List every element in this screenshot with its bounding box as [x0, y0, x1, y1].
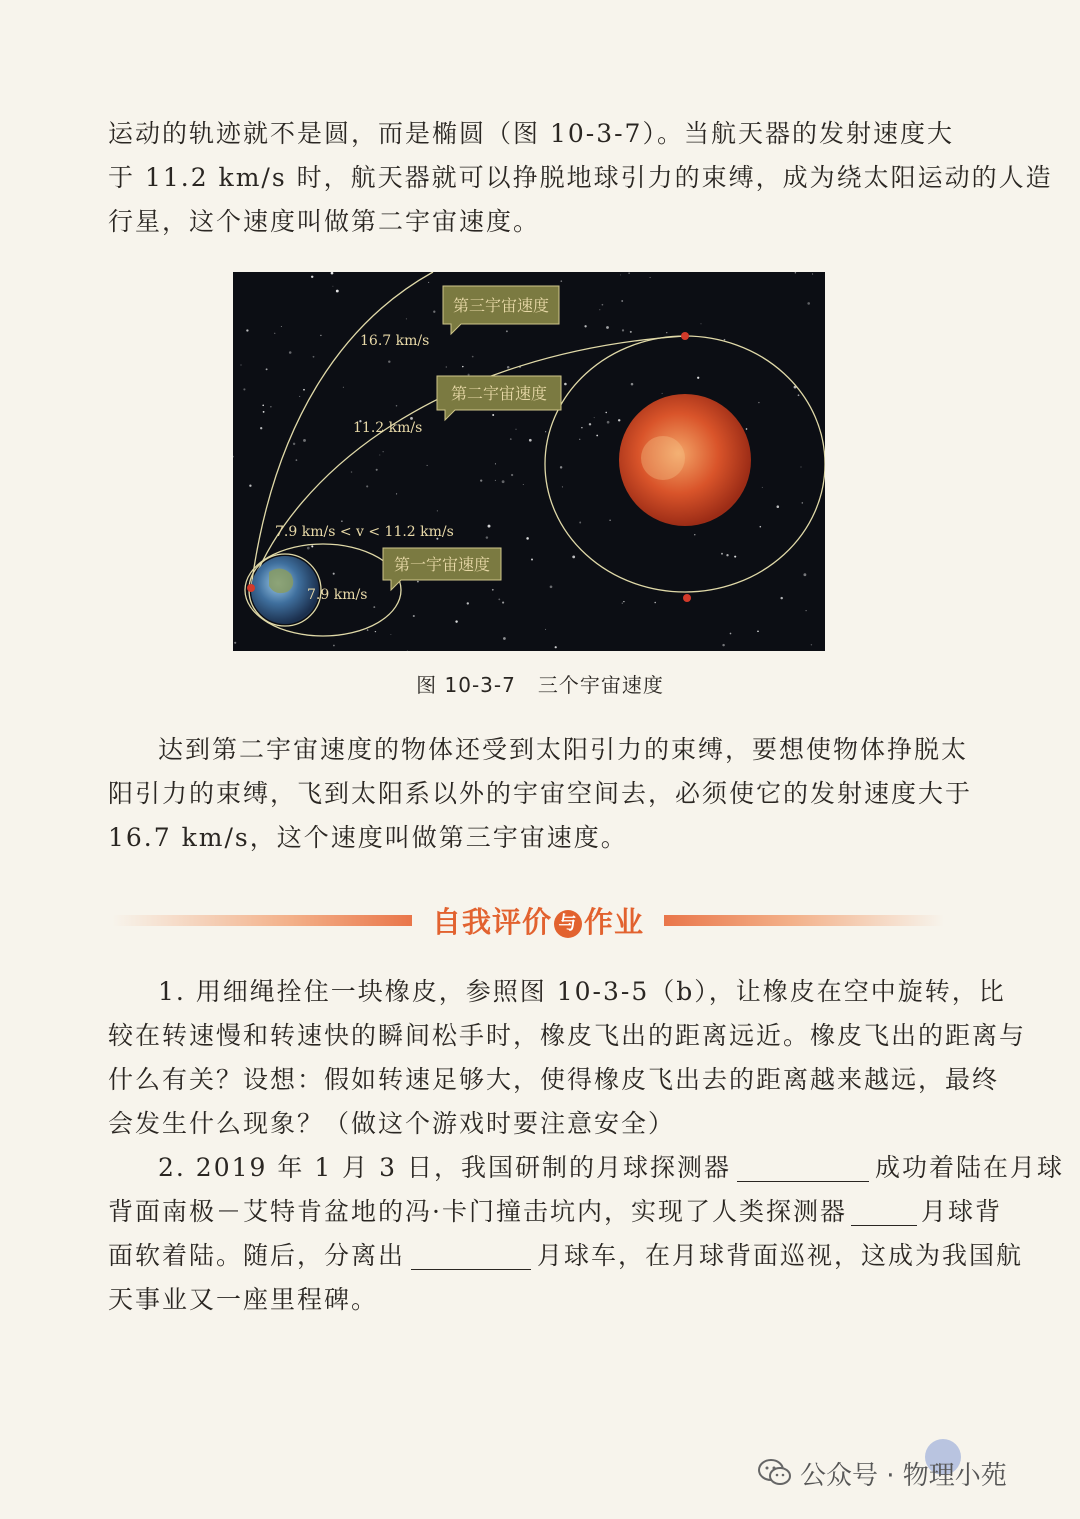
star	[579, 522, 581, 524]
star	[367, 629, 369, 631]
star	[596, 435, 598, 437]
star	[468, 374, 470, 376]
star	[376, 469, 378, 471]
star	[511, 474, 513, 476]
star	[555, 646, 557, 648]
caption-title: 三个宇宙速度	[537, 673, 664, 697]
star	[801, 467, 802, 468]
second-speed-label: 第二宇宙速度	[450, 384, 548, 403]
star	[777, 505, 780, 508]
star	[803, 573, 806, 576]
star	[529, 439, 532, 442]
star	[375, 631, 376, 632]
star	[246, 329, 248, 331]
star	[618, 419, 620, 421]
header-bar-right	[664, 915, 944, 926]
star	[467, 602, 469, 604]
star	[388, 360, 390, 362]
watermark	[758, 1455, 1007, 1495]
first-speed-value: 7.9 km/s	[307, 587, 368, 603]
figure-illustration	[233, 272, 825, 651]
star	[320, 335, 321, 336]
star	[572, 556, 575, 559]
star	[303, 439, 306, 442]
text-line: 行星，这个速度叫做第二宇宙速度。	[108, 207, 541, 236]
section-title-part1: 自我评价	[431, 905, 552, 939]
text-fragment: 面软着陆。随后，分离出	[108, 1241, 406, 1270]
answer-blank-probe[interactable]	[737, 1153, 869, 1182]
star	[262, 405, 264, 407]
star	[734, 556, 736, 558]
star	[428, 282, 429, 283]
launch-point-marker	[247, 584, 255, 592]
star	[472, 356, 474, 358]
star	[492, 589, 494, 591]
star	[260, 427, 262, 429]
star	[502, 480, 505, 483]
star	[503, 637, 506, 640]
text-line: 运动的轨迹就不是圆，而是椭圆（图 10-3-7）。当航天器的发射速度大	[108, 119, 954, 148]
text-fragment: 月球车，在月球背面巡视，这成为我国航	[537, 1241, 1024, 1270]
star	[654, 602, 656, 604]
star	[396, 493, 397, 494]
star	[495, 480, 496, 481]
star	[455, 620, 457, 622]
star	[526, 537, 529, 540]
star	[807, 302, 810, 305]
star	[299, 396, 300, 397]
text-line	[108, 1234, 1024, 1278]
star	[666, 332, 667, 333]
sun	[619, 394, 751, 526]
star	[516, 429, 517, 430]
star	[433, 311, 435, 313]
text-line: 阳引力的束缚，飞到太阳系以外的宇宙空间去，必须使它的发射速度大于	[108, 779, 973, 808]
section-header	[112, 898, 944, 946]
star	[589, 423, 591, 425]
star	[313, 356, 315, 358]
star	[406, 318, 407, 319]
third-speed-value: 16.7 km/s	[360, 333, 430, 349]
star	[798, 394, 800, 396]
star	[343, 387, 344, 388]
star	[594, 417, 595, 418]
star	[437, 510, 438, 511]
star	[621, 300, 623, 302]
star	[584, 325, 586, 327]
question-1	[108, 970, 1027, 1146]
section-title-part2: 作业	[584, 905, 645, 939]
star	[802, 502, 804, 504]
star	[274, 333, 275, 334]
star	[263, 411, 265, 413]
star	[336, 290, 339, 293]
star	[780, 597, 782, 599]
star	[266, 368, 268, 370]
star	[341, 521, 342, 522]
star	[488, 525, 491, 528]
orbit-marker-bottom	[683, 594, 691, 602]
star	[233, 456, 234, 458]
star	[270, 406, 271, 407]
star	[510, 438, 512, 440]
text-line: 天事业又一座里程碑。	[108, 1285, 379, 1314]
star	[579, 439, 580, 440]
star	[486, 536, 488, 538]
connector-badge: 与	[554, 910, 582, 938]
star	[373, 606, 375, 608]
star	[758, 402, 759, 403]
star	[293, 443, 295, 445]
star	[622, 603, 623, 604]
first-speed-label: 第一宇宙速度	[393, 555, 491, 574]
star	[628, 272, 629, 273]
star	[311, 276, 313, 278]
star	[605, 412, 606, 413]
star	[795, 272, 797, 273]
star	[623, 601, 624, 602]
star	[562, 486, 563, 487]
star	[700, 323, 701, 324]
star	[760, 526, 762, 528]
star	[351, 471, 353, 473]
text-fragment: 月球背	[920, 1197, 1002, 1226]
star	[331, 272, 334, 274]
star	[607, 421, 610, 424]
star	[762, 487, 763, 488]
star	[462, 366, 463, 367]
star	[332, 286, 333, 287]
star	[531, 558, 533, 560]
star	[545, 431, 546, 432]
second-speed-callout	[437, 376, 561, 420]
star	[480, 479, 482, 481]
star	[492, 414, 494, 416]
text-fragment: 2. 2019 年 1 月 3 日，我国研制的月球探测器	[158, 1153, 731, 1182]
star	[407, 650, 408, 651]
text-line: 会发生什么现象？（做这个游戏时要注意安全）	[108, 1109, 676, 1138]
figure-caption	[0, 669, 1080, 698]
star	[243, 388, 245, 390]
star	[599, 309, 600, 310]
watermark-text: 公众号 · 物理小苑	[800, 1461, 1007, 1491]
star	[366, 485, 368, 487]
star	[379, 455, 380, 456]
star	[311, 545, 313, 547]
paragraph-2	[108, 728, 973, 860]
star	[805, 610, 806, 611]
star	[249, 485, 251, 487]
text-line: 什么有关？设想：假如转速足够大，使得橡皮飞出去的距离越来越远，最终	[108, 1065, 1000, 1094]
star	[650, 277, 651, 278]
star	[694, 534, 695, 535]
third-speed-callout	[443, 286, 559, 334]
paragraph-1	[108, 112, 1053, 244]
star	[697, 377, 699, 379]
third-speed-label: 第三宇宙速度	[452, 296, 550, 315]
star	[281, 326, 282, 327]
star	[811, 644, 812, 645]
text-line: 达到第二宇宙速度的物体还受到太阳引力的束缚，要想使物体挣脱太	[158, 735, 969, 764]
star	[396, 405, 398, 407]
text-line: 于 11.2 km/s 时，航天器就可以挣脱地球引力的束缚，成为绕太阳运动的人造	[108, 163, 1053, 192]
star	[383, 451, 384, 452]
text-fragment: 背面南极－艾特肯盆地的冯·卡门撞击坑内，实现了人类探测器	[108, 1197, 847, 1226]
question-2	[108, 1146, 1064, 1322]
star	[502, 602, 504, 604]
star	[523, 484, 524, 485]
elliptic-speed-range: 7.9 km/s < v < 11.2 km/s	[275, 524, 454, 540]
star	[726, 554, 728, 556]
star	[417, 581, 419, 583]
star	[581, 427, 582, 428]
star	[757, 630, 759, 632]
star	[289, 351, 292, 354]
star	[427, 465, 428, 466]
star	[333, 573, 335, 575]
star	[722, 644, 724, 646]
star	[234, 642, 236, 644]
star	[622, 329, 624, 331]
star	[498, 599, 500, 601]
star	[506, 330, 508, 332]
star	[333, 645, 335, 647]
star	[307, 547, 310, 550]
star	[730, 633, 732, 635]
text-line	[108, 1190, 1002, 1234]
second-speed-value: 11.2 km/s	[353, 420, 423, 436]
star	[296, 459, 298, 461]
star	[240, 364, 241, 365]
star	[602, 304, 604, 306]
star	[564, 383, 567, 386]
sun-highlight	[641, 436, 685, 480]
answer-blank-rover[interactable]	[411, 1241, 531, 1270]
section-title	[428, 900, 648, 941]
star	[507, 366, 510, 369]
header-bar-left	[112, 915, 412, 926]
star	[620, 274, 621, 275]
star	[630, 331, 632, 333]
answer-blank-first[interactable]	[851, 1197, 917, 1226]
star	[812, 273, 813, 274]
star	[545, 629, 546, 630]
star	[606, 326, 609, 329]
star	[303, 389, 305, 391]
star	[724, 339, 726, 341]
text-line: 较在转速慢和转速快的瞬间松手时，橡皮飞出的距离远近。橡皮飞出的距离与	[108, 1021, 1027, 1050]
cosmic-velocity-figure	[233, 272, 825, 651]
star	[550, 585, 553, 588]
star	[390, 634, 391, 635]
star	[746, 428, 748, 430]
star	[721, 553, 723, 555]
orbit-marker-top	[681, 332, 689, 340]
star	[561, 280, 563, 282]
star	[609, 520, 610, 521]
star	[662, 393, 663, 394]
star	[495, 463, 496, 464]
star	[631, 383, 634, 386]
text-line: 1. 用细绳拴住一块橡皮，参照图 10-3-5（b），让橡皮在空中旋转，比	[158, 977, 1006, 1006]
text-fragment: 成功着陆在月球	[874, 1153, 1064, 1182]
star	[560, 466, 562, 468]
text-line	[108, 1146, 1064, 1190]
caption-number: 图 10-3-7	[416, 673, 516, 697]
star	[446, 366, 447, 367]
text-line: 16.7 km/s，这个速度叫做第三宇宙速度。	[108, 823, 628, 852]
wechat-icon	[758, 1459, 792, 1494]
star	[413, 615, 415, 617]
